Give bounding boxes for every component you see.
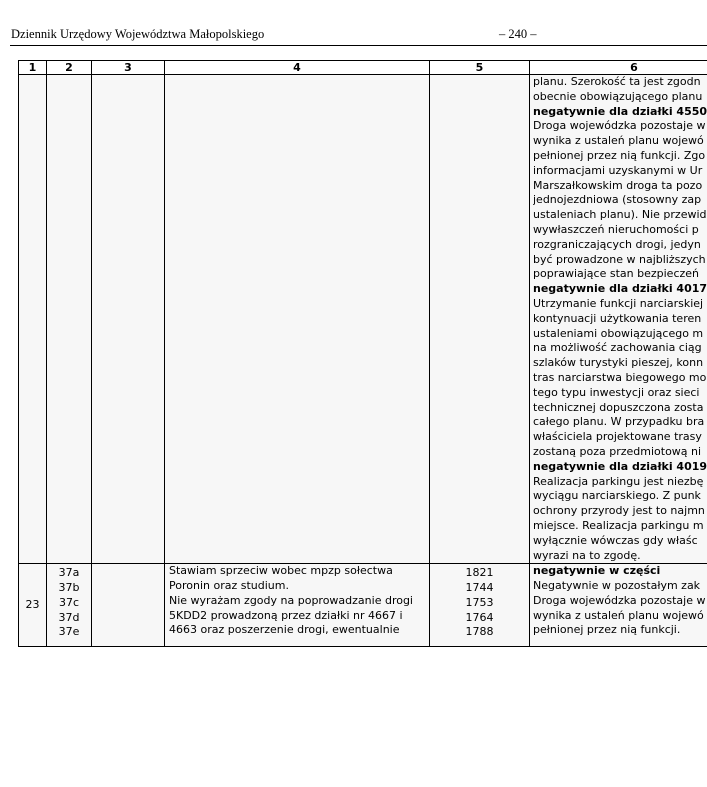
cell-empty [92,75,165,564]
table-header-row [19,61,707,75]
page-number: – 240 – [499,27,537,41]
plot-number: 1821 [465,566,494,580]
resolution-line: Droga wojewódzka pozostaje w [533,119,706,133]
resolution-line: pełnionej przez nią funkcji. Zgo [533,148,706,162]
resolution-line: wyciągu narciarskiego. Z punk [533,489,701,503]
cell-empty [19,75,47,564]
resolution-line: wyrazi na to zgodę. [533,548,641,562]
table-row [19,75,707,564]
resolution-line: poprawiające stan bezpieczeń [533,267,700,281]
comment-ids-cell [47,564,92,647]
table-row [19,564,707,647]
resolution-line: na możliwość zachowania ciąg [533,341,702,355]
column-header-5: 5 [430,61,530,75]
resolution-line: wynika z ustaleń planu wojewó [533,134,704,148]
resolution-line: tego typu inwestycji oraz sieci [533,385,700,399]
comments-table [18,60,707,647]
cell-empty [165,75,430,564]
comment-line: Stawiam sprzeciw wobec mpzp sołectwa [169,564,393,578]
comment-line: Nie wyrażam zgody na poprowadzanie drogi [169,593,413,607]
column-header-1: 1 [19,61,47,75]
resolution-line: technicznej dopuszczona zosta [533,400,704,414]
resolution-line: szlaków turystyki pieszej, konn [533,356,704,370]
resolution-heading: negatywnie dla działki 4019 [533,459,707,473]
cell-empty [430,75,530,564]
resolution-line: tras narciarstwa biegowego mo [533,370,707,384]
comment-id: 37c [58,595,80,609]
resolution-heading: negatywnie dla działki 4017 [533,282,707,296]
resolution-line: wynika z ustaleń planu wojewó [533,608,704,622]
cell-empty [92,564,165,647]
resolution-line: być prowadzone w najbliższych [533,252,706,266]
comment-id: 37b [58,581,80,595]
resolution-line: zostaną poza przedmiotową ni [533,444,702,458]
resolution-line: planu. Szerokość ta jest zgodn [533,75,701,88]
comment-id: 37e [58,625,80,639]
column-header-3: 3 [92,61,165,75]
resolution-line: wywłaszczeń nieruchomości p [533,222,699,236]
comment-line: 5KDD2 prowadzoną przez działki nr 4667 i [169,608,403,622]
resolution-line: obecnie obowiązującego planu [533,89,703,103]
resolution-line: pełnionej przez nią funkcji. [533,623,681,637]
resolution-line: ustaleniach planu). Nie przewid [533,208,707,222]
plot-number: 1764 [465,610,494,624]
resolution-cell [530,75,707,564]
comment-line: Poronin oraz studium. [169,579,289,593]
resolution-line: całego planu. W przypadku bra [533,415,705,429]
resolution-heading: negatywnie w części [533,564,661,578]
resolution-line: jednojezdniowa (stosowny zap [533,193,702,207]
plot-number: 1753 [465,595,494,609]
comment-id: 37d [58,610,80,624]
plot-numbers-cell [430,564,530,647]
resolution-line: miejsce. Realizacja parkingu m [533,518,704,532]
column-header-2: 2 [47,61,92,75]
plot-number: 1788 [465,625,494,639]
resolution-line: Utrzymanie funkcji narciarskiej [533,296,704,310]
resolution-line: właściciela projektowane trasy [533,430,702,444]
resolution-line: Realizacja parkingu jest niezbę [533,474,704,488]
resolution-line: informacjami uzyskanymi w Ur [533,163,703,177]
comment-text-cell [165,564,430,647]
resolution-line: ustaleniami obowiązującego m [533,326,704,340]
comment-line: 4663 oraz poszerzenie drogi, ewentualnie [169,623,400,637]
comment-id: 37a [58,566,80,580]
resolution-line: rozgraniczających drogi, jedyn [533,237,701,251]
column-header-4: 4 [165,61,430,75]
journal-title: Dziennik Urzędowy Województwa Małopolskiego [11,27,265,41]
column-header-6: 6 [530,61,707,75]
resolution-line: Droga wojewódzka pozostaje w [533,593,706,607]
resolution-line: wyłącznie wówczas gdy właśc [533,533,698,547]
cell-empty [47,75,92,564]
resolution-line: Negatywnie w pozostałym zak [533,579,701,593]
resolution-heading: negatywnie dla działki 4550 [533,104,707,118]
plot-number: 1744 [465,581,494,595]
resolution-line: Marszałkowskim droga ta pozo [533,178,703,192]
resolution-cell [530,564,707,647]
row-number: 23 [19,564,47,647]
resolution-line: ochrony przyrody jest to najmn [533,504,705,518]
resolution-line: kontynuacji użytkowania teren [533,311,702,325]
header-rule [10,45,707,46]
